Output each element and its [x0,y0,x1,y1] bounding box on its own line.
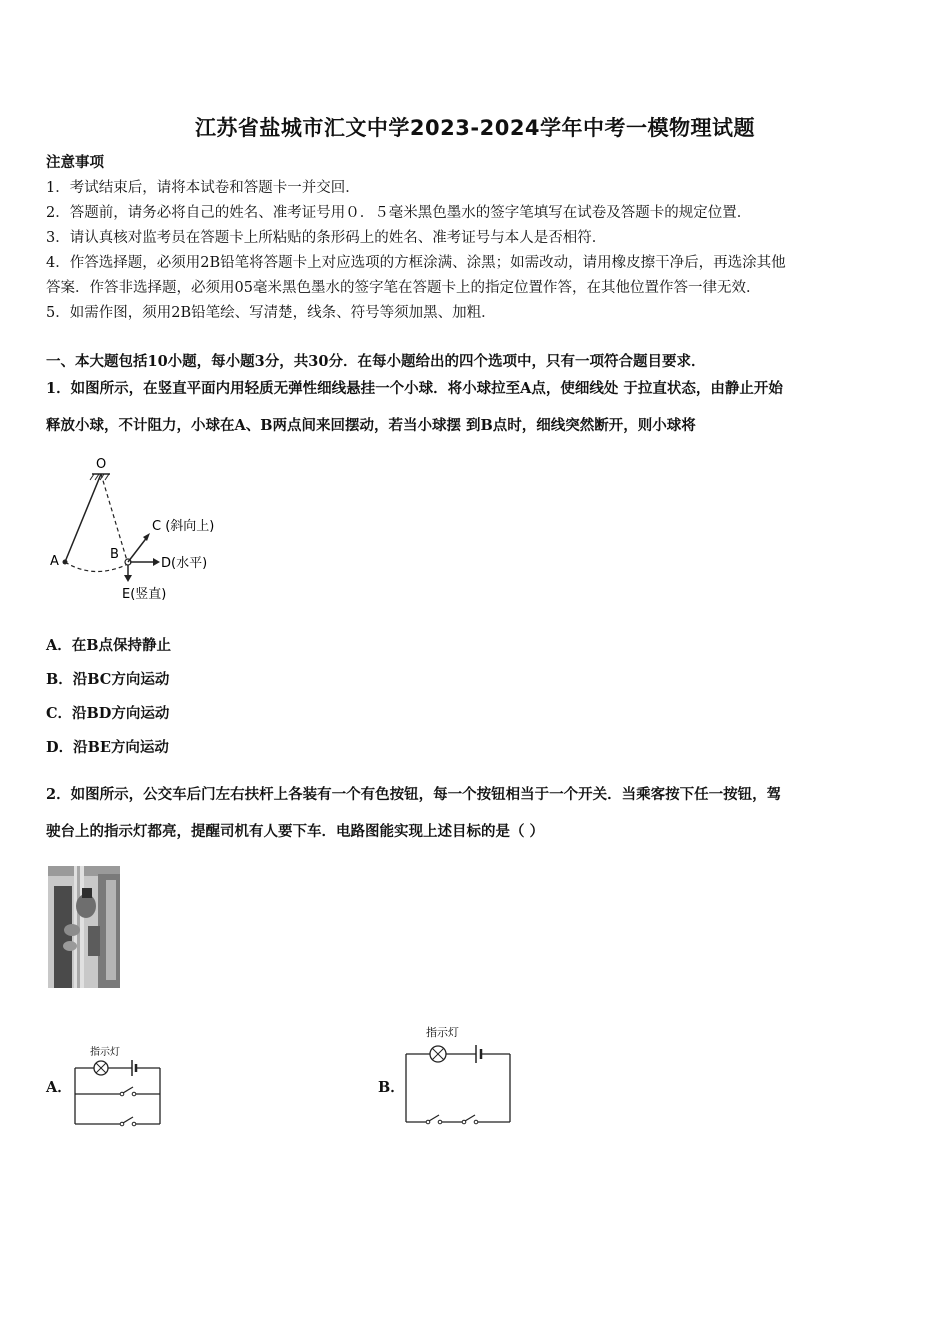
notice-item: 1．考试结束后，请将本试卷和答题卡一并交回． [46,180,360,196]
circuit-b-diagram [400,1020,516,1130]
arrow-e-head [124,575,132,582]
notice-item: 4．作答选择题，必须用2B铅笔将答题卡上对应选项的方框涂满、涂黑；如需改动，请用橡皮擦干净后，再选涂其他 [46,255,786,271]
notice-item: 2．答题前，请务必将自己的姓名、准考证号用０．５毫米黑色墨水的签字笔填写在试卷及答题卡的规定位置． [46,205,752,221]
ceiling-hatch [90,474,94,480]
label-e: E(竖直) [122,587,167,602]
question-2-stem: 驶台上的指示灯都亮，提醒司机有人要下车．电路图能实现上述目标的是（ ） [46,823,545,840]
point-a [63,560,68,565]
label-d: D(水平) [161,556,208,571]
section-heading: 一、本大题包括10小题，每小题3分，共30分．在每小题给出的四个选项中，只有一项符合题目要求． [46,353,706,370]
option-b: B．沿BC方向运动 [46,671,170,688]
circuit-a-option: A． [46,1079,72,1096]
pendulum-figure [44,452,244,608]
notice-item: 5．如需作图，须用2B铅笔绘、写清楚，线条、符号等须加黑、加粗． [46,305,496,321]
notice-item: 3．请认真核对监考员在答题卡上所粘贴的条形码上的姓名、准考证号与本人是否相符． [46,230,607,246]
notice-item: 答案．作答非选择题，必须用05毫米黑色墨水的签字笔在答题卡上的指定位置作答，在其他位置作答一律无效． [46,280,761,296]
bus-handrail-photo [48,866,120,988]
question-1-stem: 释放小球，不计阻力，小球在A、B两点间来回摆动，若当小球摆 到B点时，细线突然断开，则小球将 [46,417,696,434]
circuit-a-diagram [70,1040,170,1130]
lamp-label: 指示灯 [90,1047,120,1058]
label-c: C (斜向上) [152,519,215,534]
lamp-label: 指示灯 [426,1026,459,1039]
arrow-d-head [153,558,160,566]
swing-arc [65,562,128,572]
label-a: A [50,554,59,569]
string-line [65,474,101,562]
ceiling-hatch [105,474,109,480]
label-o: O [96,457,107,472]
option-c: C．沿BD方向运动 [46,705,170,722]
page-title: 江苏省盐城市汇文中学2023-2024学年中考一模物理试题 [194,116,756,140]
circuit-b-option: B． [378,1079,405,1096]
arrow-c-head [143,533,150,541]
notice-heading: 注意事项 [46,154,104,171]
option-a: A．在B点保持静止 [46,637,172,654]
option-d: D．沿BE方向运动 [46,739,169,756]
question-2-stem: 2．如图所示，公交车后门左右扶杆上各装有一个有色按钮，每一个按钮相当于一个开关．当乘客按下任一按钮，驾 [46,786,782,803]
label-b: B [110,547,119,562]
arrow-c [128,536,148,562]
question-1-stem: 1．如图所示，在竖直平面内用轻质无弹性细线悬挂一个小球．将小球拉至A点，使细线处 于拉直状态，由静止开始 [46,380,783,397]
